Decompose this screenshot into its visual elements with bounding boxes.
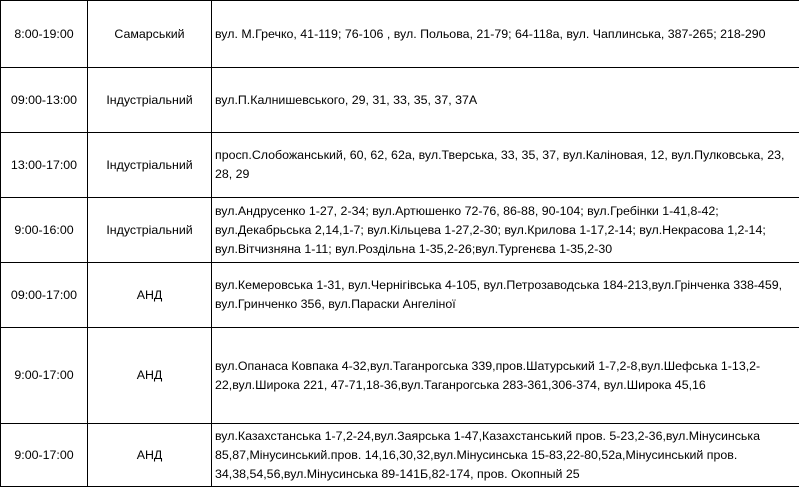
time-cell: 9:00-16:00 — [1, 198, 88, 263]
streets-cell: просп.Слобожанський, 60, 62, 62а, вул.Тверська, 33, 35, 37, вул.Каліновая, 12, вул.Пулковська, 23, 28, 29 — [212, 133, 799, 198]
table-row — [1, 68, 799, 133]
streets-cell: вул.П.Калнишевського, 29, 31, 33, 35, 37, 37А — [212, 68, 799, 133]
streets-cell: вул.Андрусенко 1-27, 2-34; вул.Артюшенко 72-76, 86-88, 90-104; вул.Гребінки 1-41,8-42; вул.Декабрьська 2,14,1-7; вул.Кільцева 1-27,2-30; вул.Крилова 1-17,2-14; вул.Некрасова 1,2-14; вул.Вітчизняна 1-11; вул.Роздільна 1-35,2-26;вул.Тургенєва 1-35,2-30 — [212, 198, 799, 263]
time-cell: 8:00-19:00 — [1, 1, 88, 68]
streets-cell: вул. М.Гречко, 41-119; 76-106 , вул. Польова, 21-79; 64-118а, вул. Чаплинська, 387-265; 218-290 — [212, 1, 799, 68]
table-row — [1, 424, 799, 487]
streets-cell: вул.Казахстанська 1-7,2-24,вул.Заярська 1-47,Казахстанський пров. 5-23,2-36,вул.Мінусинська 85,87,Мінусинський.пров. 14,16,30,32,вул.Мінусинська 15-83,22-80,52а,Мінусинський пров. 34,38,54,56,вул.Мінусинська 89-141Б,82-174, пров. Окопный 25 — [212, 424, 799, 487]
district-cell: Індустріальний — [88, 198, 212, 263]
table-row — [1, 133, 799, 198]
streets-cell: вул.Кемеровська 1-31, вул.Чернігівська 4-105, вул.Петрозаводська 184-213,вул.Грінченка 338-459, вул.Гринченко 356, вул.Параски Ангеліної — [212, 263, 799, 328]
time-cell: 09:00-13:00 — [1, 68, 88, 133]
district-cell: Самарський — [88, 1, 212, 68]
streets-cell: вул.Опанаса Ковпака 4-32,вул.Таганрогська 339,пров.Шатурський 1-7,2-8,вул.Шефська 1-13,2-22,вул.Широка 221, 47-71,18-36,вул.Таганрогська 283-361,306-374, вул.Широка 45,16 — [212, 328, 799, 424]
table-row — [1, 328, 799, 424]
time-cell: 09:00-17:00 — [1, 263, 88, 328]
time-cell: 9:00-17:00 — [1, 328, 88, 424]
table-row — [1, 263, 799, 328]
table-row — [1, 1, 799, 68]
district-cell: АНД — [88, 328, 212, 424]
time-cell: 9:00-17:00 — [1, 424, 88, 487]
district-cell: АНД — [88, 424, 212, 487]
district-cell: Індустріальний — [88, 68, 212, 133]
district-cell: АНД — [88, 263, 212, 328]
time-cell: 13:00-17:00 — [1, 133, 88, 198]
district-cell: Індустріальний — [88, 133, 212, 198]
table-row — [1, 198, 799, 263]
